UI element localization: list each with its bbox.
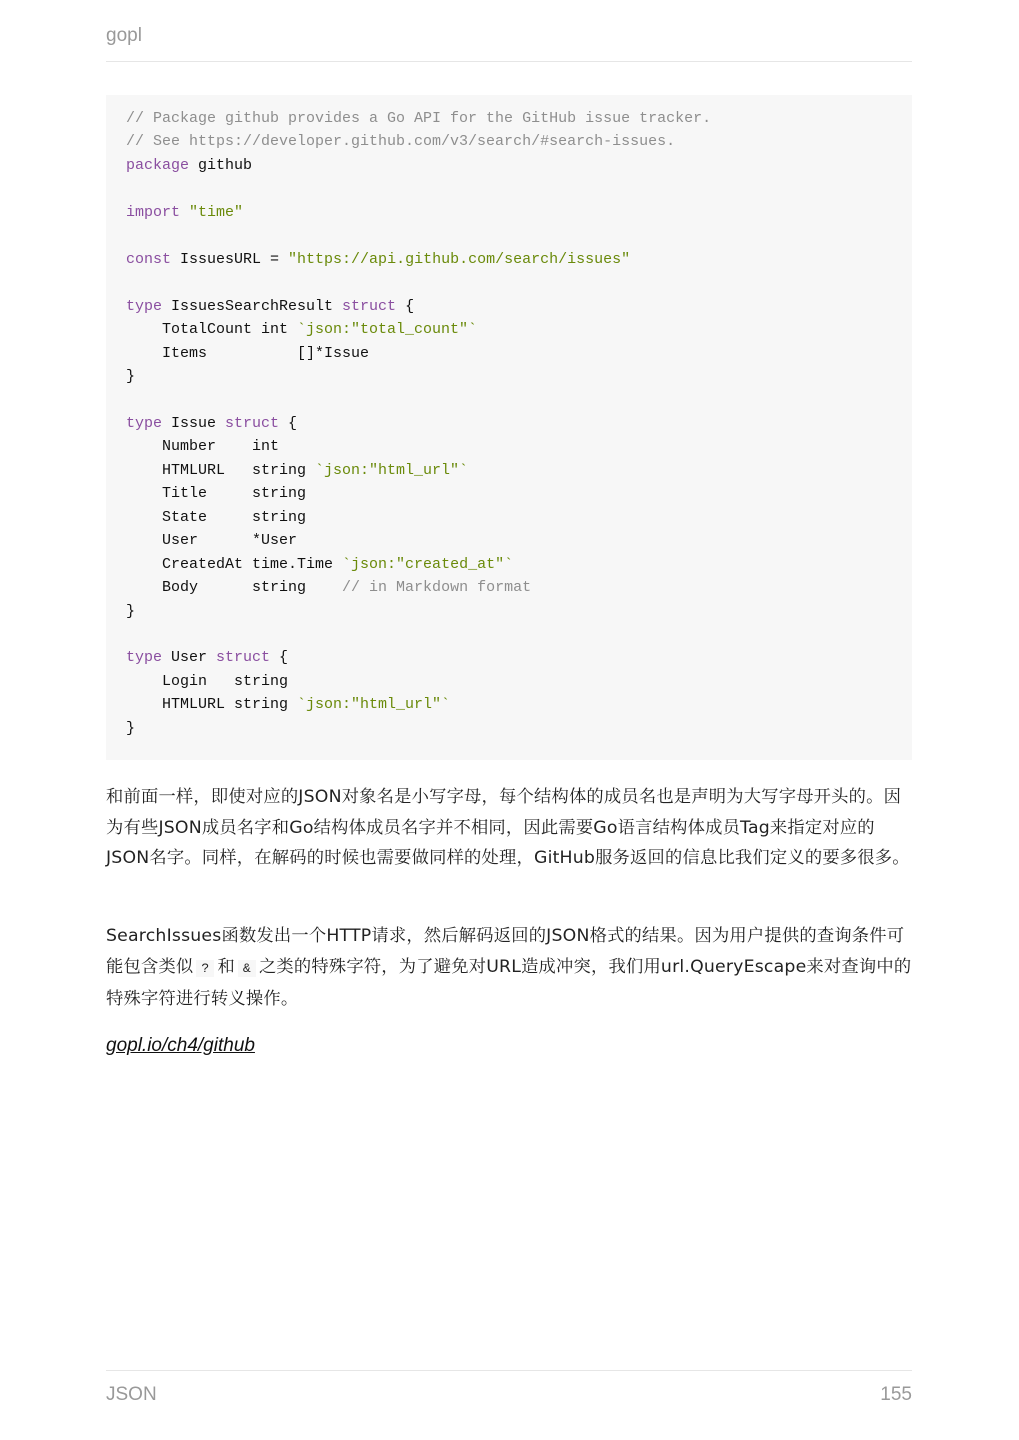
code-token-id: { — [396, 297, 415, 315]
page-footer — [106, 1370, 912, 1411]
code-token-kw: import — [126, 203, 181, 221]
code-line — [126, 603, 135, 620]
code-token-id: Body string — [126, 579, 343, 597]
code-token-id: HTMLURL string — [126, 461, 316, 479]
code-line — [126, 368, 135, 385]
code-token-id: } — [126, 719, 136, 737]
code-token-kw: struct — [342, 297, 397, 315]
code-token-id: Login string — [126, 672, 289, 690]
code-line — [126, 415, 297, 432]
code-token-id: { — [279, 414, 298, 432]
code-token-id: TotalCount int — [126, 321, 298, 339]
code-token-id: Items []*Issue — [126, 344, 370, 362]
code-token-id: Title string — [126, 485, 307, 503]
code-line — [126, 110, 711, 127]
code-line — [126, 204, 243, 221]
code-line — [126, 696, 450, 713]
code-token-id: { — [270, 649, 289, 667]
paragraph-struct-tags: 和前面一样，即使对应的JSON对象名是小写字母，每个结构体的成员名也是声明为大写字母开头的。因为有些JSON成员名字和Go结构体成员名字并不相同，因此需要Go语言结构体成员Tag来指定对应的JSON名字。同样，在解码的时候也需要做同样的处理，GitHub服务返回的信息比我们定义的要多很多。 — [106, 787, 910, 869]
code-token-kw: type — [126, 414, 163, 432]
code-token-str: "https://api.github.com/search/issues" — [288, 250, 631, 268]
code-line — [126, 345, 369, 362]
code-line — [126, 462, 468, 479]
inline-code-question-mark: ? — [196, 960, 214, 977]
code-token-str: `json:"html_url"` — [315, 461, 469, 479]
code-token-id: Number int — [126, 438, 280, 456]
code-token-kw: type — [126, 649, 163, 667]
code-token-str: `json:"created_at"` — [342, 555, 514, 573]
code-token-id — [180, 204, 189, 221]
code-token-str: `json:"html_url"` — [297, 696, 451, 714]
code-token-str: `json:"total_count"` — [297, 321, 478, 339]
source-link[interactable]: gopl.io/ch4/github — [106, 1035, 255, 1056]
code-line — [126, 298, 414, 315]
paragraph-text: 和 — [217, 956, 235, 977]
code-token-str: "time" — [189, 203, 244, 221]
code-block — [106, 95, 912, 760]
code-token-kw: struct — [225, 414, 280, 432]
code-token-kw: const — [126, 250, 172, 268]
code-token-kw: type — [126, 297, 163, 315]
code-line — [126, 485, 306, 502]
code-line — [126, 673, 288, 690]
code-token-kw: package — [126, 156, 190, 174]
page-header — [106, 24, 912, 62]
code-token-comment: // Package github provides a Go API for the GitHub issue tracker. — [126, 110, 712, 127]
code-token-id: } — [126, 602, 136, 620]
code-token-id: IssuesSearchResult — [162, 297, 343, 315]
paragraph-search-issues — [106, 921, 912, 1015]
code-line — [126, 532, 297, 549]
code-token-comment: // See https://developer.github.com/v3/search/#search-issues. — [126, 133, 676, 151]
code-token-id: State string — [126, 508, 307, 526]
code-line — [126, 649, 288, 666]
chapter-name: JSON — [106, 1384, 157, 1405]
code-token-kw: struct — [216, 649, 271, 667]
code-line — [126, 579, 531, 596]
code-token-id: CreatedAt time.Time — [126, 555, 343, 573]
code-token-id: User — [162, 649, 217, 667]
code-listing — [126, 107, 892, 740]
book-title: gopl — [106, 25, 142, 46]
code-token-id: } — [126, 367, 136, 385]
inline-code-ampersand: & — [238, 960, 256, 977]
paragraph-text: SearchIssues函数发出一个HTTP请求，然后解码返回的JSON格式的结果。因为用户提供的查询条件可能包含类似 — [106, 926, 905, 977]
code-token-comment: // in Markdown format — [342, 579, 532, 597]
code-token-id: HTMLURL string — [126, 696, 298, 714]
page-number: 155 — [880, 1384, 912, 1405]
code-line — [126, 133, 675, 150]
code-token-id: Issue — [162, 414, 226, 432]
code-line — [126, 556, 513, 573]
code-token-id: IssuesURL = — [171, 250, 289, 268]
code-token-id: github — [189, 156, 253, 174]
paragraph-text: 之类的特殊字符，为了避免对URL造成冲突，我们用url.QueryEscape来对查询中的特殊字符进行转义操作。 — [106, 956, 912, 1010]
code-line — [126, 720, 135, 737]
code-line — [126, 251, 630, 268]
code-line — [126, 157, 252, 174]
code-line — [126, 321, 477, 338]
code-line — [126, 509, 306, 526]
code-line — [126, 438, 279, 455]
code-token-id: User *User — [126, 532, 298, 550]
